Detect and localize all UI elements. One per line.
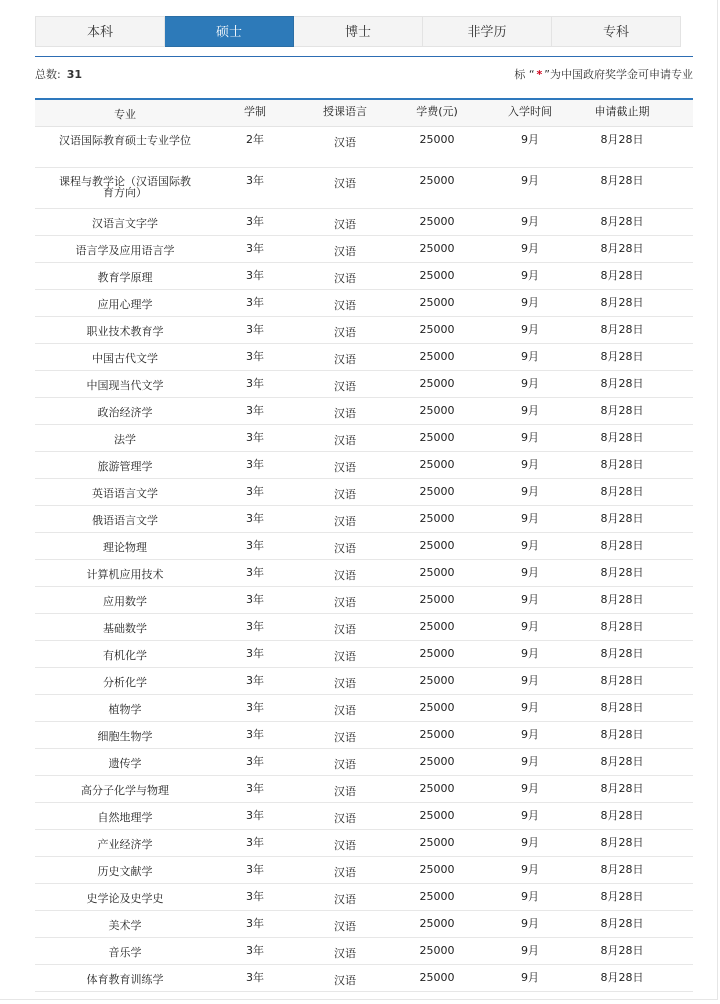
cell-language: 汉语 [334, 569, 356, 582]
cell-years: 3年 [246, 404, 264, 417]
cell-deadline: 8月28日 [600, 404, 644, 417]
header-major: 专业 [114, 108, 136, 121]
cell-years: 3年 [246, 917, 264, 930]
cell-deadline: 8月28日 [600, 863, 644, 876]
cell-years: 3年 [246, 485, 264, 498]
cell-deadline: 8月28日 [600, 323, 644, 336]
table-row [35, 317, 693, 344]
cell-major: 自然地理学 [97, 811, 153, 824]
cell-major: 应用心理学 [97, 298, 153, 311]
cell-years: 3年 [246, 863, 264, 876]
tab-associate[interactable]: 专科 [552, 16, 681, 47]
cell-deadline: 8月28日 [600, 701, 644, 714]
cell-major: 基础数学 [103, 622, 147, 635]
table-row [35, 290, 693, 317]
cell-deadline: 8月28日 [600, 485, 644, 498]
cell-deadline: 8月28日 [600, 728, 644, 741]
cell-intake: 9月 [521, 971, 539, 984]
cell-fee: 25000 [419, 485, 455, 498]
cell-language: 汉语 [334, 623, 356, 636]
cell-deadline: 8月28日 [600, 174, 644, 187]
cell-language: 汉语 [334, 326, 356, 339]
cell-deadline: 8月28日 [600, 836, 644, 849]
cell-years: 3年 [246, 350, 264, 363]
cell-fee: 25000 [419, 809, 455, 822]
total-value: 31 [66, 68, 83, 81]
cell-fee: 25000 [419, 404, 455, 417]
cell-major: 计算机应用技术 [86, 568, 164, 581]
cell-years: 3年 [246, 323, 264, 336]
cell-intake: 9月 [521, 755, 539, 768]
cell-fee: 25000 [419, 647, 455, 660]
table-row [35, 911, 693, 938]
table-row [35, 398, 693, 425]
cell-major: 高分子化学与物理 [81, 784, 169, 797]
cell-deadline: 8月28日 [600, 647, 644, 660]
cell-fee: 25000 [419, 674, 455, 687]
cell-deadline: 8月28日 [600, 350, 644, 363]
cell-intake: 9月 [521, 836, 539, 849]
total-count [35, 66, 82, 82]
degree-tabs [35, 16, 681, 47]
cell-intake: 9月 [521, 296, 539, 309]
cell-deadline: 8月28日 [600, 917, 644, 930]
cell-fee: 25000 [419, 944, 455, 957]
cell-deadline: 8月28日 [600, 755, 644, 768]
cell-intake: 9月 [521, 647, 539, 660]
cell-years: 3年 [246, 512, 264, 525]
table-row [35, 236, 693, 263]
cell-major: 细胞生物学 [97, 730, 153, 743]
cell-intake: 9月 [521, 242, 539, 255]
cell-fee: 25000 [419, 323, 455, 336]
cell-intake: 9月 [521, 458, 539, 471]
cell-major: 中国古代文学 [92, 352, 158, 365]
header-intake: 入学时间 [508, 105, 552, 118]
table-row [35, 938, 693, 965]
cell-intake: 9月 [521, 377, 539, 390]
cell-years: 3年 [246, 782, 264, 795]
cell-major: 分析化学 [103, 676, 147, 689]
cell-major: 美术学 [108, 919, 142, 932]
cell-years: 3年 [246, 215, 264, 228]
cell-fee: 25000 [419, 512, 455, 525]
cell-deadline: 8月28日 [600, 133, 644, 146]
cell-deadline: 8月28日 [600, 944, 644, 957]
cell-major: 课程与教学论（汉语国际教育方向） [59, 175, 191, 199]
cell-fee: 25000 [419, 539, 455, 552]
cell-fee: 25000 [419, 133, 455, 146]
cell-intake: 9月 [521, 431, 539, 444]
cell-deadline: 8月28日 [600, 215, 644, 228]
cell-language: 汉语 [334, 758, 356, 771]
cell-intake: 9月 [521, 133, 539, 146]
cell-fee: 25000 [419, 174, 455, 187]
header-years: 学制 [244, 105, 266, 118]
table-row [35, 965, 693, 992]
cell-deadline: 8月28日 [600, 566, 644, 579]
legend-suffix: ”为中国政府奖学金可申请专业 [544, 68, 693, 81]
table-row [35, 830, 693, 857]
cell-intake: 9月 [521, 917, 539, 930]
cell-language: 汉语 [334, 542, 356, 555]
header-fee: 学费(元) [416, 105, 458, 118]
cell-language: 汉语 [334, 353, 356, 366]
table-row [35, 641, 693, 668]
cell-language: 汉语 [334, 785, 356, 798]
cell-language: 汉语 [334, 812, 356, 825]
cell-intake: 9月 [521, 863, 539, 876]
cell-fee: 25000 [419, 377, 455, 390]
cell-fee: 25000 [419, 458, 455, 471]
cell-fee: 25000 [419, 242, 455, 255]
table-row [35, 776, 693, 803]
cell-years: 3年 [246, 944, 264, 957]
cell-intake: 9月 [521, 674, 539, 687]
cell-years: 3年 [246, 809, 264, 822]
cell-language: 汉语 [334, 866, 356, 879]
cell-deadline: 8月28日 [600, 458, 644, 471]
cell-major: 历史文献学 [97, 865, 153, 878]
table-row [35, 695, 693, 722]
cell-major: 应用数学 [103, 595, 147, 608]
cell-language: 汉语 [334, 461, 356, 474]
cell-deadline: 8月28日 [600, 512, 644, 525]
cell-years: 3年 [246, 593, 264, 606]
cell-major: 体育教育训练学 [86, 973, 164, 986]
cell-intake: 9月 [521, 323, 539, 336]
table-row [35, 533, 693, 560]
cell-years: 3年 [246, 728, 264, 741]
cell-years: 3年 [246, 701, 264, 714]
cell-intake: 9月 [521, 782, 539, 795]
cell-deadline: 8月28日 [600, 431, 644, 444]
cell-fee: 25000 [419, 431, 455, 444]
table-row [35, 857, 693, 884]
scholarship-star-icon: * [536, 68, 543, 81]
cell-years: 3年 [246, 755, 264, 768]
tab-undergraduate[interactable]: 本科 [35, 16, 165, 47]
cell-major: 植物学 [108, 703, 142, 716]
cell-deadline: 8月28日 [600, 593, 644, 606]
cell-fee: 25000 [419, 593, 455, 606]
tab-master[interactable]: 硕士 [165, 16, 294, 47]
cell-intake: 9月 [521, 593, 539, 606]
cell-fee: 25000 [419, 566, 455, 579]
table-row [35, 127, 693, 168]
cell-major: 英语语言文学 [92, 487, 158, 500]
tab-non-degree[interactable]: 非学历 [423, 16, 552, 47]
cell-years: 3年 [246, 647, 264, 660]
cell-years: 3年 [246, 296, 264, 309]
cell-language: 汉语 [334, 136, 356, 149]
cell-major: 教育学原理 [97, 271, 153, 284]
cell-language: 汉语 [334, 893, 356, 906]
cell-years: 3年 [246, 431, 264, 444]
cell-years: 3年 [246, 377, 264, 390]
cell-major: 汉语国际教育硕士专业学位 [59, 134, 191, 147]
cell-fee: 25000 [419, 620, 455, 633]
table-row [35, 425, 693, 452]
cell-fee: 25000 [419, 215, 455, 228]
cell-intake: 9月 [521, 620, 539, 633]
cell-deadline: 8月28日 [600, 890, 644, 903]
cell-fee: 25000 [419, 971, 455, 984]
cell-fee: 25000 [419, 890, 455, 903]
cell-years: 3年 [246, 836, 264, 849]
cell-years: 3年 [246, 566, 264, 579]
cell-deadline: 8月28日 [600, 242, 644, 255]
cell-major: 产业经济学 [97, 838, 153, 851]
cell-intake: 9月 [521, 701, 539, 714]
table-row [35, 560, 693, 587]
header-language: 授课语言 [323, 105, 367, 118]
cell-intake: 9月 [521, 890, 539, 903]
table-row [35, 344, 693, 371]
cell-intake: 9月 [521, 539, 539, 552]
cell-intake: 9月 [521, 944, 539, 957]
cell-years: 2年 [246, 133, 264, 146]
cell-major: 语言学及应用语言学 [75, 244, 175, 257]
cell-major: 遗传学 [108, 757, 142, 770]
cell-language: 汉语 [334, 177, 356, 190]
cell-intake: 9月 [521, 404, 539, 417]
cell-years: 3年 [246, 890, 264, 903]
cell-major: 中国现当代文学 [86, 379, 164, 392]
cell-intake: 9月 [521, 566, 539, 579]
cell-major: 有机化学 [103, 649, 147, 662]
cell-intake: 9月 [521, 728, 539, 741]
cell-language: 汉语 [334, 974, 356, 987]
cell-years: 3年 [246, 539, 264, 552]
cell-major: 汉语言文字学 [92, 217, 158, 230]
cell-language: 汉语 [334, 650, 356, 663]
cell-language: 汉语 [334, 731, 356, 744]
cell-language: 汉语 [334, 299, 356, 312]
cell-intake: 9月 [521, 485, 539, 498]
cell-years: 3年 [246, 971, 264, 984]
tabs-divider [35, 56, 693, 57]
cell-language: 汉语 [334, 434, 356, 447]
cell-major: 史学论及史学史 [86, 892, 164, 905]
cell-language: 汉语 [334, 407, 356, 420]
table-row [35, 614, 693, 641]
table-header-row [35, 100, 693, 127]
program-table [35, 100, 693, 992]
legend-prefix: 标 “ [514, 68, 535, 81]
table-row [35, 668, 693, 695]
cell-fee: 25000 [419, 269, 455, 282]
cell-years: 3年 [246, 674, 264, 687]
cell-intake: 9月 [521, 809, 539, 822]
cell-fee: 25000 [419, 755, 455, 768]
table-row [35, 452, 693, 479]
cell-fee: 25000 [419, 917, 455, 930]
cell-intake: 9月 [521, 215, 539, 228]
cell-language: 汉语 [334, 488, 356, 501]
cell-major: 法学 [114, 433, 136, 446]
cell-major: 职业技术教育学 [86, 325, 164, 338]
cell-fee: 25000 [419, 728, 455, 741]
table-row [35, 749, 693, 776]
cell-deadline: 8月28日 [600, 620, 644, 633]
cell-major: 音乐学 [108, 946, 142, 959]
cell-language: 汉语 [334, 245, 356, 258]
scholarship-legend [514, 66, 693, 82]
cell-years: 3年 [246, 620, 264, 633]
table-row [35, 168, 693, 209]
cell-language: 汉语 [334, 272, 356, 285]
cell-major: 俄语语言文学 [92, 514, 158, 527]
cell-fee: 25000 [419, 863, 455, 876]
cell-language: 汉语 [334, 380, 356, 393]
table-row [35, 209, 693, 236]
cell-deadline: 8月28日 [600, 539, 644, 552]
cell-deadline: 8月28日 [600, 782, 644, 795]
table-row [35, 587, 693, 614]
total-label: 总数: [35, 68, 61, 81]
cell-intake: 9月 [521, 512, 539, 525]
cell-language: 汉语 [334, 839, 356, 852]
table-row [35, 371, 693, 398]
cell-intake: 9月 [521, 174, 539, 187]
cell-language: 汉语 [334, 596, 356, 609]
cell-language: 汉语 [334, 947, 356, 960]
summary-bar [35, 66, 693, 82]
cell-major: 旅游管理学 [97, 460, 153, 473]
cell-intake: 9月 [521, 269, 539, 282]
cell-deadline: 8月28日 [600, 971, 644, 984]
table-row [35, 506, 693, 533]
cell-years: 3年 [246, 269, 264, 282]
cell-years: 3年 [246, 242, 264, 255]
cell-language: 汉语 [334, 677, 356, 690]
table-row [35, 479, 693, 506]
table-row [35, 722, 693, 749]
cell-language: 汉语 [334, 218, 356, 231]
cell-years: 3年 [246, 174, 264, 187]
cell-years: 3年 [246, 458, 264, 471]
cell-major: 理论物理 [103, 541, 147, 554]
cell-major: 政治经济学 [97, 406, 153, 419]
cell-language: 汉语 [334, 515, 356, 528]
tab-doctor[interactable]: 博士 [294, 16, 423, 47]
cell-fee: 25000 [419, 350, 455, 363]
cell-fee: 25000 [419, 701, 455, 714]
cell-fee: 25000 [419, 296, 455, 309]
cell-language: 汉语 [334, 704, 356, 717]
cell-deadline: 8月28日 [600, 809, 644, 822]
cell-intake: 9月 [521, 350, 539, 363]
table-row [35, 803, 693, 830]
cell-deadline: 8月28日 [600, 296, 644, 309]
cell-deadline: 8月28日 [600, 269, 644, 282]
cell-fee: 25000 [419, 836, 455, 849]
table-row [35, 884, 693, 911]
table-row [35, 263, 693, 290]
cell-deadline: 8月28日 [600, 377, 644, 390]
cell-language: 汉语 [334, 920, 356, 933]
cell-fee: 25000 [419, 782, 455, 795]
header-deadline: 申请截止期 [594, 105, 650, 118]
cell-deadline: 8月28日 [600, 674, 644, 687]
